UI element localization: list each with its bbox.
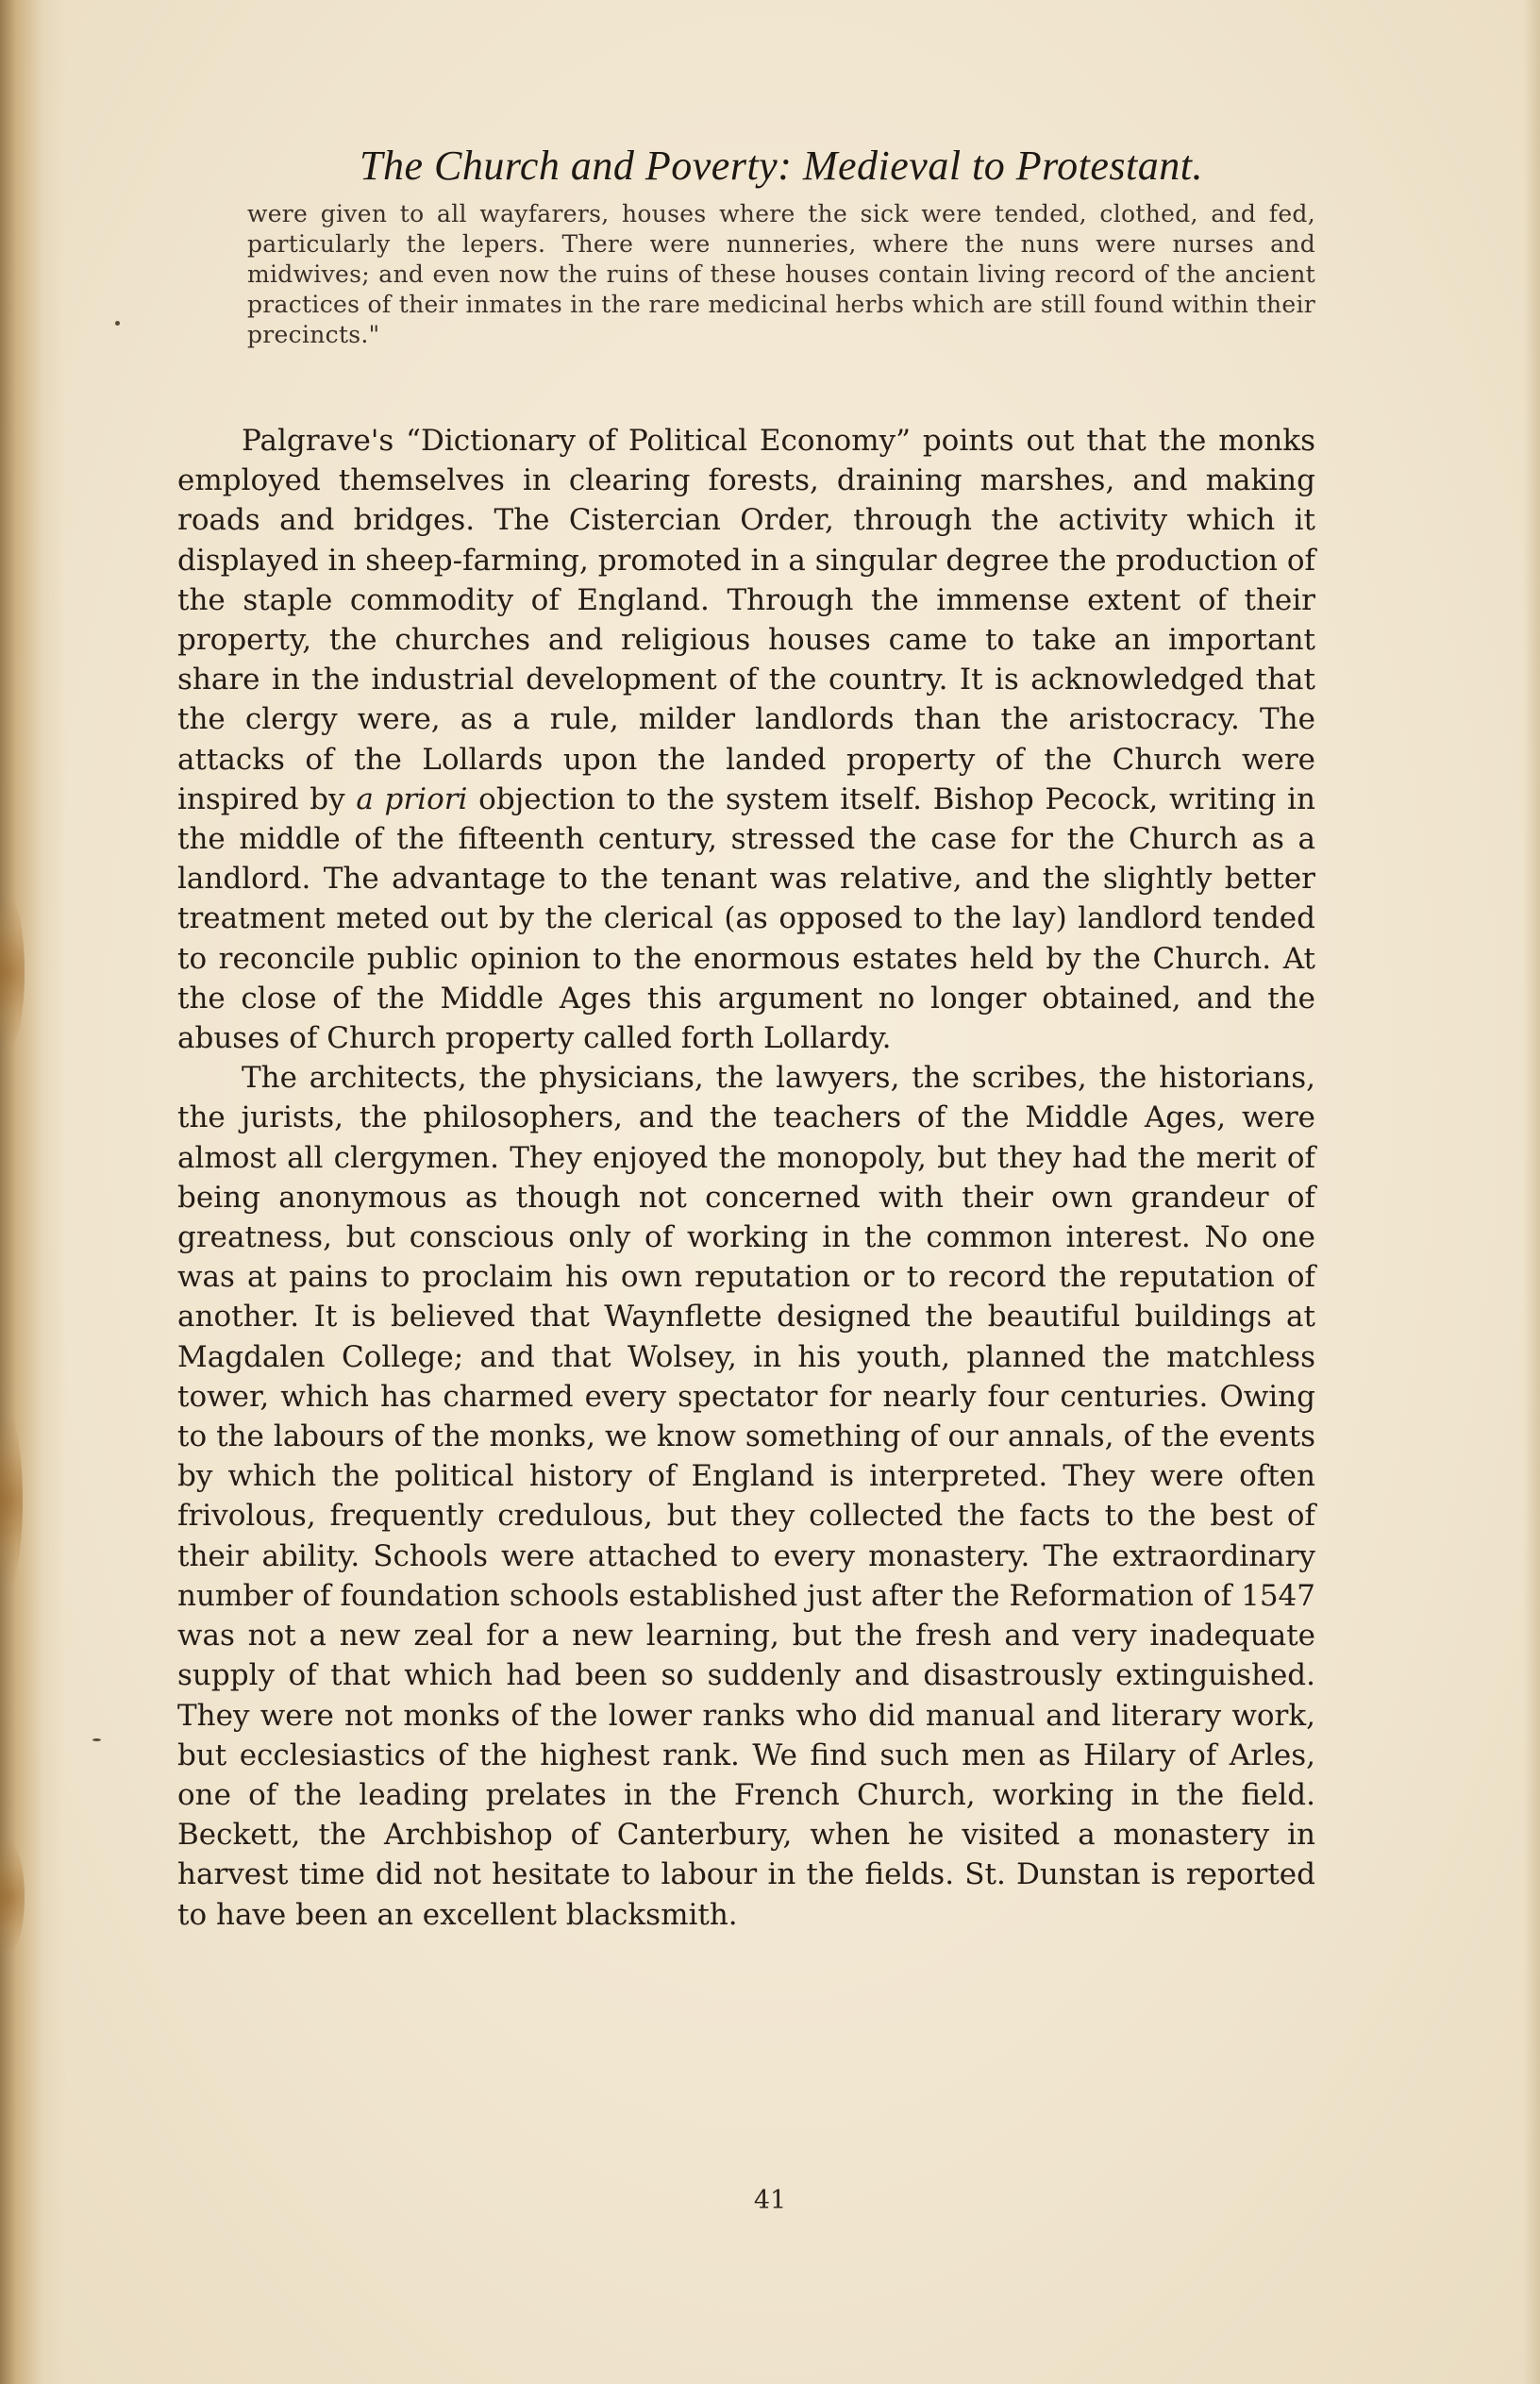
- paper-speck: [115, 321, 120, 326]
- paragraph-palgrave: [177, 421, 1315, 1058]
- paragraph-text: Palgrave's “Dictionary of Political Economy” points out that the monks employed themselves in clearing forests, draining marshes, and making roads and bridges. The Cistercian Order, through the activity which it displayed in sheep-farming, promoted in a singular degree the production of the staple commodity of England. Through the immense extent of their property, the churches and religious houses came to take an important share in the industrial development of the country. It is acknowledged that the clergy were, as a rule, milder landlords than the aristocracy. The attacks of the Lollards upon the landed property of the Church were inspired by: [177, 424, 1315, 816]
- paragraph-text: objection to the system itself. Bishop Pecock, writing in the middle of the fifteenth century, stressed the case for the Church as a landlord. The advantage to the tenant was relative, and the slightly better treatment meted out by the clerical (as opposed to the lay) landlord tended to reconcile public opinion to the enormous estates held by the Church. At the close of the Middle Ages this argument no longer obtained, and the abuses of Church property called forth Lollardy.: [177, 781, 1315, 1056]
- italic-phrase: a priori: [356, 781, 468, 816]
- page-number: 41: [753, 2186, 787, 2215]
- running-heading: The Church and Poverty: Medieval to Protestant.: [360, 143, 1203, 189]
- binding-gutter-shadow: [0, 0, 66, 2384]
- paper-speck: [92, 1738, 101, 1741]
- page-edge: [1523, 0, 1540, 2384]
- quote-continuation: were given to all wayfarers, houses where the sick were tended, clothed, and fed, particularly the lepers. There were nunneries, where the nuns were nurses and midwives; and even now the ruins of these houses contain living record of the ancient practices of their inmates in the rare medicinal herbs which are still found within their precincts.": [247, 200, 1315, 348]
- paragraph-clergy: The architects, the physicians, the lawyers, the scribes, the historians, the jurists, the philosophers, and the teachers of the Middle Ages, were almost all clergymen. They enjoyed the monopoly, but they had the merit of being anonymous as though not concerned with their own grandeur of greatness, but conscious only of working in the common interest. No one was at pains to proclaim his own reputation or to record the reputation of another. It is believed that Waynflette designed the beautiful buildings at Magdalen College; and that Wolsey, in his youth, planned the matchless tower, which has charmed every spectator for nearly four centuries. Owing to the labours of the monks, we know something of our annals, of the events by which the political history of England is interpreted. They were often frivolous, frequently credulous, but they collected the facts to the best of their ability. Schools were attached to every monastery. The extraordinary number of foundation schools established just after the Reformation of 1547 was not a new zeal for a new learning, but the fresh and very inadequate supply of that which had been so suddenly and disastrously extinguished. They were not monks of the lower ranks who did manual and literary work, but ecclesiastics of the highest rank. We find such men as Hilary of Arles, one of the leading prelates in the French Church, working in the field. Beckett, the Archbishop of Canterbury, when he visited a monastery in harvest time did not hesitate to labour in the fields. St. Dunstan is reported to have been an excellent blacksmith.: [177, 1061, 1315, 1932]
- body-text: [177, 421, 1315, 1935]
